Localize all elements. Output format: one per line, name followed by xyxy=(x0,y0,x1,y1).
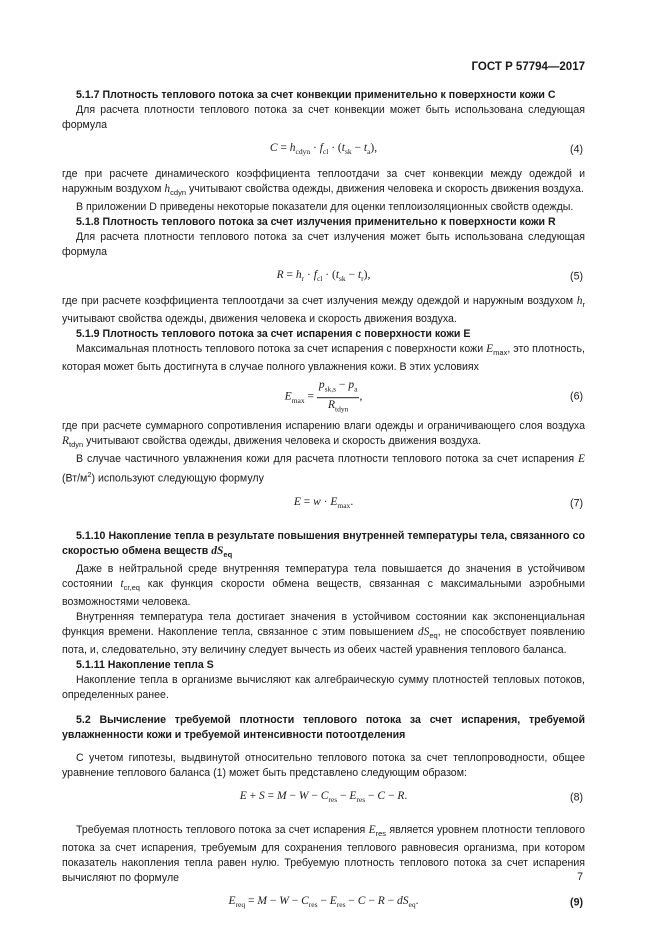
equation-number: (8) xyxy=(570,791,583,804)
formula-heat-balance: $E + S = M - W - C_{res} - E_{res} - C - R$. xyxy=(239,790,408,805)
text-fragment: Внутренняя температура тела достигает значения в устойчивом состоянии как экспоненциальная функция времени. Накопление тепла, связанное с этим повышением xyxy=(62,611,585,639)
equation-number: (6) xyxy=(570,390,583,403)
text-fragment: как функция скорости обмена веществ, связанная с максимальными аэробными возможностями человека. xyxy=(62,578,585,609)
formula-required-evaporation: $E_{req} = M - W - C_{res} - E_{res} - C - R - dS_{eq}$. xyxy=(228,895,419,910)
formula-convection: $C = h_{cdyn} \cdot f_{cl} \cdot (t_{sk} - t_a)$, xyxy=(269,141,378,157)
text-fragment: где при расчете динамического коэффициента теплоотдачи за счет конвекции между одеждой и наружным воздухом xyxy=(62,168,585,195)
paragraph: Для расчета плотности теплового потока за счет конвекции может быть использована следующая формула xyxy=(62,104,585,131)
text-fragment: учитывают свойства одежды, движения человека и скорость движения воздуха. xyxy=(86,435,482,448)
fraction: $\frac{p_{sk,s} - p_a}{R_{tdyn}}$ xyxy=(318,379,358,414)
paragraph: где при расчете динамического коэффициента теплоотдачи за счет конвекции между одеждой и наружным воздухом $h_{cdyn}$ учитывают свойства одежды, движения человека и скорость движения воздуха. xyxy=(62,168,585,198)
section-heading-5-1-10: 5.1.10 Накопление тепла в результате повышения внутренней температуры тела, связанного со скоростью обмена веществ $dS_{eq}$ xyxy=(62,529,585,560)
section-heading-5-1-11: 5.1.11 Накопление тепла S xyxy=(76,659,214,672)
formula-max-evaporation: $E_{max}$ = $\frac{p_{sk,s} - p_a}{R_{tdyn}}$ , xyxy=(62,379,585,417)
text-fragment: Максимальная плотность теплового потока за счет испарения с поверхности кожи xyxy=(76,343,484,356)
equation-9 xyxy=(62,888,585,918)
equation-6 xyxy=(62,377,585,417)
text-fragment: где при расчете суммарного сопротивления испарению влаги одежды и ограничивающего слоя воздуха xyxy=(62,420,585,433)
section-heading-5-1-7: 5.1.7 Плотность теплового потока за счет конвекции применительно к поверхности кожи C xyxy=(76,89,556,101)
formula-evaporation: $E = w \cdot E_{max}$. xyxy=(293,495,354,511)
paragraph: Максимальная плотность теплового потока за счет испарения с поверхности кожи $E_{max}$, это плотность, которая может быть достигнута в случае полного увлажнения кожи. В этих условиях xyxy=(62,343,585,374)
page-content xyxy=(62,88,585,920)
text-fragment: , это плотность, которая может быть достигнута в случае полного увлажнения кожи. В этих условиях xyxy=(62,343,585,374)
equation-4 xyxy=(62,135,585,165)
equation-7 xyxy=(62,489,585,519)
paragraph: Внутренняя температура тела достигает значения в устойчивом состоянии как экспоненциальная функция времени. Накопление тепла, связанное с этим повышением $dS_{eq}$, не способствует появлению пота, и, следовательно, эту величину следует вычесть из обеих частей уравнения теплового баланса. xyxy=(62,611,585,657)
equation-number: (9) xyxy=(570,896,583,909)
text-fragment: используют следующую формулу xyxy=(97,472,264,485)
annex-note: В приложении D приведены некоторые показатели для оценки теплоизоляционных свойств одежды. xyxy=(76,201,574,214)
standard-code-header: ГОСТ Р 57794—2017 xyxy=(471,61,585,73)
formula-radiation: $R = h_r \cdot f_{cl} \cdot (t_{sk} - t_r)$, xyxy=(276,268,371,284)
section-heading-5-1-8: 5.1.8 Плотность теплового потока за счет излучения применительно к поверхности кожи R xyxy=(76,216,556,229)
equation-number: (5) xyxy=(570,270,583,283)
paragraph: Накопление тепла в организме вычисляют как алгебраическую сумму плотностей тепловых потоков, определенных ранее. xyxy=(62,674,585,702)
text-fragment: В случае частичного увлажнения кожи для расчета плотности теплового потока за счет испарения xyxy=(76,453,575,466)
text-fragment: учитывают свойства одежды, движения человека и скорость движения воздуха. xyxy=(62,313,457,326)
section-heading-5-1-9: 5.1.9 Плотность теплового потока за счет испарения с поверхности кожи E xyxy=(76,328,471,341)
text-fragment: , не способствует появлению пота, и, следовательно, эту величину следует вычесть из обеих частей уравнения теплового баланса. xyxy=(62,626,585,657)
paragraph: Даже в нейтральной среде внутренняя температура тела повышается до значения в устойчивом состоянии $t_{cr,eq}$ как функция скорости обмена веществ, связанная с максимальными аэробными возможностями человека. xyxy=(62,563,585,609)
equation-5 xyxy=(62,262,585,292)
paragraph: Требуемая плотность теплового потока за счет испарения $E_{res}$ является уровнем плотности теплового потока за счет испарения, требуемым для сохранения теплового равновесия организма, при котором показатель накопления тепла равен нулю. Требуемую плотность теплового потока за счет испарения вычисляют по формуле xyxy=(62,824,585,885)
paragraph: С учетом гипотезы, выдвинутой относительно теплового потока за счет теплопроводности, общее уравнение теплового баланса (1) может быть представлено следующим образом: xyxy=(62,752,585,780)
equation-number: (7) xyxy=(570,497,583,510)
equation-number: (4) xyxy=(570,143,583,156)
paragraph: где при расчете коэффициента теплоотдачи за счет излучения между одеждой и наружным воздухом $h_r$ учитывают свойства одежды, движения человека и скорость движения воздуха. xyxy=(62,295,585,326)
text-fragment: учитывают свойства одежды, движения человека и скорость движения воздуха. xyxy=(188,183,584,195)
text-fragment: является уровнем плотности теплового потока за счет испарения, требуемым для сохранения теплового равновесия организма, при котором показатель накопления тепла равен нулю. Требуемую плотность теплового потока за счет испарения вычисляют по формуле xyxy=(62,824,585,885)
paragraph: Для расчета плотности теплового потока за счет излучения может быть использована следующая формула xyxy=(62,231,585,259)
text-fragment: Даже в нейтральной среде внутренняя температура тела повышается до значения в устойчивом состоянии xyxy=(62,563,585,591)
text-fragment: Требуемая плотность теплового потока за счет испарения xyxy=(76,824,366,837)
paragraph: В случае частичного увлажнения кожи для расчета плотности теплового потока за счет испарения E $(Вт/м^2)$ используют следующую формулу xyxy=(62,453,586,485)
page-number: 7 xyxy=(577,871,583,883)
text-fragment: 5.1.10 Накопление тепла в результате повышения внутренней температуры тела, связанного со скоростью обмена веществ xyxy=(62,529,585,557)
equation-8 xyxy=(62,783,585,813)
section-heading-5-2: 5.2 Вычисление требуемой плотности теплового потока за счет испарения, требуемой увлажненности кожи и требуемой интенсивности потоотделения xyxy=(62,714,585,742)
paragraph: где при расчете суммарного сопротивления испарению влаги одежды и ограничивающего слоя воздуха $R_{tdyn}$ учитывают свойства одежды, движения человека и скорость движения воздуха. xyxy=(62,420,585,450)
text-fragment: где при расчете коэффициента теплоотдачи за счет излучения между одеждой и наружным воздухом xyxy=(62,295,574,308)
